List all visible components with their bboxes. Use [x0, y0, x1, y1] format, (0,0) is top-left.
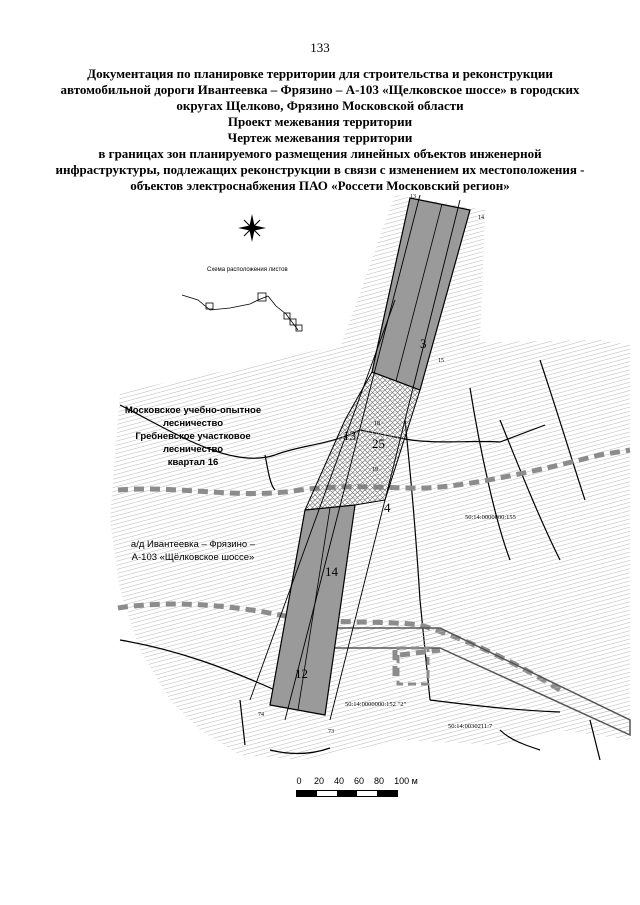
cadastral-number: 50:14:0030211:7 — [448, 723, 493, 730]
road-label-line: а/д Ивантеевка – Фрязино – — [130, 539, 256, 550]
scale-segment — [337, 791, 357, 796]
scale-segment — [357, 791, 377, 796]
point-number: 73 — [328, 729, 334, 735]
heading-line: округах Щелково, Фрязино Московской области — [176, 98, 464, 113]
sheet-layout-inset — [182, 293, 302, 331]
forestry-label-line: Гребневское участковое — [135, 431, 251, 442]
heading-line: Документация по планировке территории для строительства и реконструкции — [87, 66, 553, 81]
heading-line: объектов электроснабжения ПАО «Россети Московский регион» — [130, 178, 510, 193]
inset-title: Схема расположения листов — [207, 267, 288, 273]
point-number: 18 — [374, 421, 380, 427]
parcel-number: 3 — [420, 336, 427, 351]
scale-tick-label: 20 — [313, 776, 325, 786]
forestry-label-line: лесничество — [162, 444, 224, 455]
scale-bar — [296, 776, 416, 806]
point-number: 19 — [372, 467, 378, 473]
scale-segment — [317, 791, 337, 796]
forestry-label-line: квартал 16 — [167, 457, 219, 468]
scale-tick-label: 100 м — [394, 776, 418, 786]
parcel-number: 13 — [343, 428, 356, 443]
parcel-number: 14 — [325, 564, 338, 579]
scale-labels — [296, 776, 426, 788]
cadastral-number: 50:14:0000000:155 — [465, 514, 516, 521]
heading-line: автомобильной дороги Ивантеевка – Фрязино – А-103 «Щелковское шоссе» в городских — [60, 82, 580, 97]
compass-rose-icon — [238, 214, 266, 242]
cadastral-number: 50:14:0000000:152 "2" — [345, 701, 407, 708]
heading-line: Проект межевания территории — [227, 114, 413, 129]
scale-tick-label: 40 — [333, 776, 345, 786]
parcel-number: 12 — [295, 666, 308, 681]
scale-tick-label: 60 — [353, 776, 365, 786]
road-label-line: А-103 «Щёлковское шоссе» — [131, 552, 255, 563]
parcel-number: 25 — [372, 436, 385, 451]
scale-tick-label: 0 — [296, 776, 302, 786]
heading-line: Чертеж межевания территории — [227, 130, 413, 145]
heading-line: в границах зон планируемого размещения линейных объектов инженерной — [98, 146, 542, 161]
heading-line: инфраструктуры, подлежащих реконструкции в связи с изменением их местоположения - — [55, 162, 585, 177]
scale-segments — [296, 790, 398, 797]
scale-segment — [297, 791, 317, 796]
scale-segment — [377, 791, 397, 796]
scale-tick-label: 80 — [373, 776, 385, 786]
point-number: 13 — [410, 194, 416, 200]
point-number: 74 — [258, 712, 264, 718]
forestry-label-line: лесничество — [162, 418, 224, 429]
point-number: 14 — [478, 215, 484, 221]
point-number: 15 — [438, 358, 444, 364]
parcel-number: 4 — [384, 500, 391, 515]
forestry-label-line: Московское учебно-опытное — [124, 405, 262, 416]
page-number: 133 — [310, 40, 330, 55]
